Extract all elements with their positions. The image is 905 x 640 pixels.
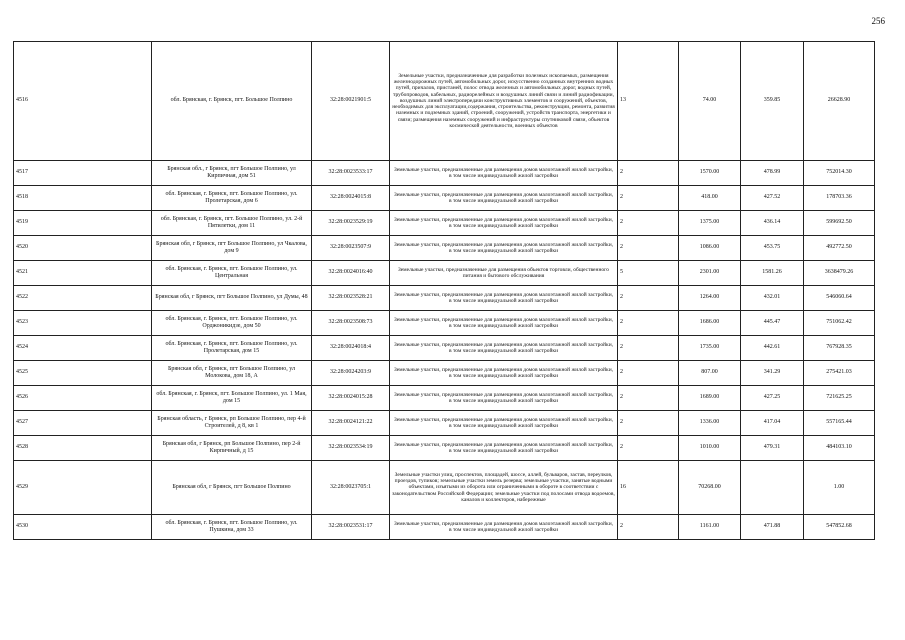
- cell-record-number: 4517: [14, 161, 152, 186]
- cell-area: 1010.00: [679, 436, 741, 461]
- land-purpose-text: Земельные участки, предназначенные для размещения объектов торговли, общественного питания и бытового обслуживания: [397, 266, 610, 279]
- cell-land-purpose: [390, 411, 618, 436]
- cell-use-group-code: 13: [618, 42, 679, 161]
- cell-cadastral-value: 178703.36: [804, 186, 875, 211]
- cell-specific-value: 1581.26: [741, 261, 804, 286]
- land-purpose-text: Земельные участки, предназначенные для размещения домов малоэтажной жилой застройки, в том числе индивидуальной жилой застройки: [393, 316, 614, 329]
- cell-cadastral-number: 32:28:0023705:1: [312, 461, 390, 515]
- cell-specific-value: 341.29: [741, 361, 804, 386]
- land-purpose-text: Земельные участки, предназначенные для размещения домов малоэтажной жилой застройки, в том числе индивидуальной жилой застройки: [393, 366, 614, 379]
- cell-record-number: 4521: [14, 261, 152, 286]
- cell-record-number: 4522: [14, 286, 152, 311]
- cell-address: обл. Брянская, г. Брянск, пгт. Большое Полпино, ул. 2-й Пятилетки, дом 11: [152, 211, 312, 236]
- cell-cadastral-number: 32:28:0024018:4: [312, 336, 390, 361]
- cell-record-number: 4520: [14, 236, 152, 261]
- table-row: [14, 211, 875, 236]
- cell-address: Брянская обл, г Брянск, пгт Большое Полпино, ул Молокова, дом 18, А: [152, 361, 312, 386]
- cell-address: Брянская область, г Брянск, рп Большое Полпино, пер 4-й Строителей, д 8, кв 1: [152, 411, 312, 436]
- cell-cadastral-number: 32:28:0023528:21: [312, 286, 390, 311]
- cell-land-purpose: [390, 311, 618, 336]
- cell-record-number: 4526: [14, 386, 152, 411]
- table-row: [14, 161, 875, 186]
- cell-use-group-code: 16: [618, 461, 679, 515]
- cell-land-purpose: [390, 286, 618, 311]
- cell-land-purpose: [390, 186, 618, 211]
- land-purpose-text: Земельные участки, предназначенные для размещения домов малоэтажной жилой застройки, в том числе индивидуальной жилой застройки: [393, 341, 614, 354]
- cell-land-purpose: [390, 515, 618, 540]
- cell-use-group-code: 2: [618, 236, 679, 261]
- cell-specific-value: 432.01: [741, 286, 804, 311]
- cell-cadastral-value: 557165.44: [804, 411, 875, 436]
- cell-record-number: 4523: [14, 311, 152, 336]
- cell-cadastral-number: 32:28:0023534:19: [312, 436, 390, 461]
- cell-area: 70268.00: [679, 461, 741, 515]
- cell-cadastral-value: 751062.42: [804, 311, 875, 336]
- cell-specific-value: 359.85: [741, 42, 804, 161]
- cell-address: обл. Брянская, г. Брянск, пгт. Большое Полпино, ул. 1 Мая, дом 15: [152, 386, 312, 411]
- cell-specific-value: 442.61: [741, 336, 804, 361]
- cell-record-number: 4519: [14, 211, 152, 236]
- cell-use-group-code: 2: [618, 211, 679, 236]
- cell-cadastral-value: 547852.68: [804, 515, 875, 540]
- cell-record-number: 4529: [14, 461, 152, 515]
- registry-body: [14, 42, 875, 540]
- cell-cadastral-number: 32:28:0021901:5: [312, 42, 390, 161]
- cell-address: обл. Брянская, г. Брянск, пгт. Большое Полпино, ул. Пролетарская, дом 6: [152, 186, 312, 211]
- cell-cadastral-value: 1.00: [804, 461, 875, 515]
- cell-cadastral-number: 32:28:0024016:40: [312, 261, 390, 286]
- cell-use-group-code: 5: [618, 261, 679, 286]
- cell-land-purpose: [390, 386, 618, 411]
- cell-cadastral-value: 275421.03: [804, 361, 875, 386]
- cell-use-group-code: 2: [618, 361, 679, 386]
- cell-specific-value: [741, 461, 804, 515]
- cell-land-purpose: [390, 461, 618, 515]
- cell-address: обл. Брянская, г. Брянск, пгт. Большое Полпино, ул. Орджоникидзе, дом 50: [152, 311, 312, 336]
- cell-address: Брянская обл., г Брянск, пгт Большое Полпино, ул Кирпичная, дом 51: [152, 161, 312, 186]
- cell-specific-value: 471.88: [741, 515, 804, 540]
- land-purpose-text: Земельные участки, предназначенные для размещения домов малоэтажной жилой застройки, в том числе индивидуальной жилой застройки: [393, 520, 614, 533]
- cell-area: 1689.00: [679, 386, 741, 411]
- table-row: [14, 336, 875, 361]
- cell-land-purpose: [390, 261, 618, 286]
- cell-address: Брянская обл, г Брянск, рп Большое Полпино, пер 2-й Кирпичный, д 15: [152, 436, 312, 461]
- table-row: [14, 42, 875, 161]
- cell-cadastral-number: 32:28:0023507:9: [312, 236, 390, 261]
- table-row: [14, 386, 875, 411]
- table-row: [14, 186, 875, 211]
- table-row: [14, 236, 875, 261]
- cell-specific-value: 479.31: [741, 436, 804, 461]
- cell-use-group-code: 2: [618, 411, 679, 436]
- land-purpose-text: Земельные участки, предназначенные для размещения домов малоэтажной жилой застройки, в том числе индивидуальной жилой застройки: [393, 416, 614, 429]
- cell-area: 807.00: [679, 361, 741, 386]
- table-row: [14, 261, 875, 286]
- land-purpose-text: Земельные участки, предназначенные для размещения домов малоэтажной жилой застройки, в том числе индивидуальной жилой застройки: [393, 391, 614, 404]
- cell-address: обл. Брянская, г. Брянск, пгт. Большое Полпино: [152, 42, 312, 161]
- cell-use-group-code: 2: [618, 336, 679, 361]
- cell-specific-value: 417.04: [741, 411, 804, 436]
- cell-use-group-code: 2: [618, 386, 679, 411]
- table-row: [14, 311, 875, 336]
- table-row: [14, 461, 875, 515]
- cell-cadastral-number: 32:28:0024121:22: [312, 411, 390, 436]
- land-purpose-text: Земельные участки, предназначенные для размещения домов малоэтажной жилой застройки, в том числе индивидуальной жилой застройки: [393, 241, 614, 254]
- cell-use-group-code: 2: [618, 186, 679, 211]
- cell-specific-value: 427.25: [741, 386, 804, 411]
- cell-specific-value: 453.75: [741, 236, 804, 261]
- cell-use-group-code: 2: [618, 161, 679, 186]
- cell-record-number: 4528: [14, 436, 152, 461]
- cell-area: 1086.00: [679, 236, 741, 261]
- cell-land-purpose: [390, 336, 618, 361]
- cell-record-number: 4516: [14, 42, 152, 161]
- cell-cadastral-number: 32:28:0023529:19: [312, 211, 390, 236]
- cell-land-purpose: [390, 161, 618, 186]
- cell-cadastral-number: 32:28:0024015:28: [312, 386, 390, 411]
- cell-area: 1264.00: [679, 286, 741, 311]
- land-purpose-text: Земельные участки улиц, проспектов, площадей, шоссе, аллей, бульваров, застав, переулков, проездов, тупиков; земельные участки земель резерва; земельные участки, занятые водными объектами, изъятыми из оборота или ограниченными в обороте в соответствии с законодательством Российской Федерации; земельные участки под полосами отвода водоемов, каналов и коллекторов, набережные: [392, 471, 615, 503]
- land-registry-table: [13, 41, 875, 540]
- land-purpose-text: Земельные участки, предназначенные для разработки полезных ископаемых, размещения железнодорожных путей, автомобильных дорог, искусственно созданных внутренних водных путей, причалов, пристаней, полос отвода железных и автомобильных дорог, водных путей, трубопроводов, кабельных, радиорелейных и воздушных линий связи и линий радиофикации, воздушных линий электропередачи конструктивных элементов и сооружений, объектов, необходимых для эксплуатации,содержания, строительства, реконструкции, ремонта, развития наземных и подземных зданий, строений, сооружений, устройств транспорта, энергетики и связи; размещения наземных сооружений и инфраструктуры спутниковой связи, объектов космической деятельности, военных объектов: [392, 72, 615, 130]
- cell-record-number: 4518: [14, 186, 152, 211]
- cell-cadastral-number: 32:28:0023531:17: [312, 515, 390, 540]
- cell-land-purpose: [390, 436, 618, 461]
- cell-specific-value: 436.14: [741, 211, 804, 236]
- cell-area: 2301.00: [679, 261, 741, 286]
- cell-cadastral-value: 484103.10: [804, 436, 875, 461]
- cell-record-number: 4525: [14, 361, 152, 386]
- cell-use-group-code: 2: [618, 311, 679, 336]
- cell-address: Брянская обл, г Брянск, пгт Большое Полпино, ул Думы, 48: [152, 286, 312, 311]
- cell-cadastral-value: 3638479.26: [804, 261, 875, 286]
- cell-land-purpose: [390, 42, 618, 161]
- cell-cadastral-value: 26628.90: [804, 42, 875, 161]
- cell-use-group-code: 2: [618, 436, 679, 461]
- cell-land-purpose: [390, 211, 618, 236]
- page-number: 256: [871, 16, 885, 26]
- table-row: [14, 515, 875, 540]
- cell-specific-value: 445.47: [741, 311, 804, 336]
- cell-cadastral-value: 752014.30: [804, 161, 875, 186]
- cell-cadastral-number: 32:28:0024015:8: [312, 186, 390, 211]
- table-row: [14, 436, 875, 461]
- table-row: [14, 361, 875, 386]
- cell-use-group-code: 2: [618, 515, 679, 540]
- cell-address: обл. Брянская, г. Брянск, пгт. Большое Полпино, ул. Центральная: [152, 261, 312, 286]
- cell-area: 1161.00: [679, 515, 741, 540]
- cell-record-number: 4527: [14, 411, 152, 436]
- cell-land-purpose: [390, 361, 618, 386]
- cell-cadastral-value: 599692.50: [804, 211, 875, 236]
- cell-record-number: 4530: [14, 515, 152, 540]
- cell-area: 1735.00: [679, 336, 741, 361]
- cell-land-purpose: [390, 236, 618, 261]
- cell-specific-value: 427.52: [741, 186, 804, 211]
- cell-use-group-code: 2: [618, 286, 679, 311]
- table-row: [14, 411, 875, 436]
- cell-area: 418.00: [679, 186, 741, 211]
- cell-specific-value: 478.99: [741, 161, 804, 186]
- cell-area: 1375.00: [679, 211, 741, 236]
- cell-cadastral-value: 721625.25: [804, 386, 875, 411]
- cell-area: 1686.00: [679, 311, 741, 336]
- table-row: [14, 286, 875, 311]
- land-purpose-text: Земельные участки, предназначенные для размещения домов малоэтажной жилой застройки, в том числе индивидуальной жилой застройки: [393, 441, 614, 454]
- cell-address: обл. Брянская, г. Брянск, пгт. Большое Полпино, ул. Пролетарская, дом 15: [152, 336, 312, 361]
- cell-area: 1336.00: [679, 411, 741, 436]
- cell-address: Брянская обл, г Брянск, пгт Большое Полпино: [152, 461, 312, 515]
- land-purpose-text: Земельные участки, предназначенные для размещения домов малоэтажной жилой застройки, в том числе индивидуальной жилой застройки: [393, 166, 614, 179]
- land-purpose-text: Земельные участки, предназначенные для размещения домов малоэтажной жилой застройки, в том числе индивидуальной жилой застройки: [393, 291, 614, 304]
- cell-cadastral-number: 32:28:0023508:73: [312, 311, 390, 336]
- land-purpose-text: Земельные участки, предназначенные для размещения домов малоэтажной жилой застройки, в том числе индивидуальной жилой застройки: [393, 216, 614, 229]
- land-purpose-text: Земельные участки, предназначенные для размещения домов малоэтажной жилой застройки, в том числе индивидуальной жилой застройки: [393, 191, 614, 204]
- cell-cadastral-value: 492772.50: [804, 236, 875, 261]
- cell-address: обл. Брянская, г. Брянск, пгт. Большое Полпино, ул. Пушкина, дом 33: [152, 515, 312, 540]
- cell-area: 74.00: [679, 42, 741, 161]
- cell-cadastral-number: 32:28:0024203:9: [312, 361, 390, 386]
- cell-record-number: 4524: [14, 336, 152, 361]
- cell-cadastral-value: 767928.35: [804, 336, 875, 361]
- cell-cadastral-value: 546060.64: [804, 286, 875, 311]
- cell-address: Брянская обл, г Брянск, пгт Большое Полпино, ул Чкалова, дом 9: [152, 236, 312, 261]
- cell-cadastral-number: 32:28:0023533:17: [312, 161, 390, 186]
- cell-area: 1570.00: [679, 161, 741, 186]
